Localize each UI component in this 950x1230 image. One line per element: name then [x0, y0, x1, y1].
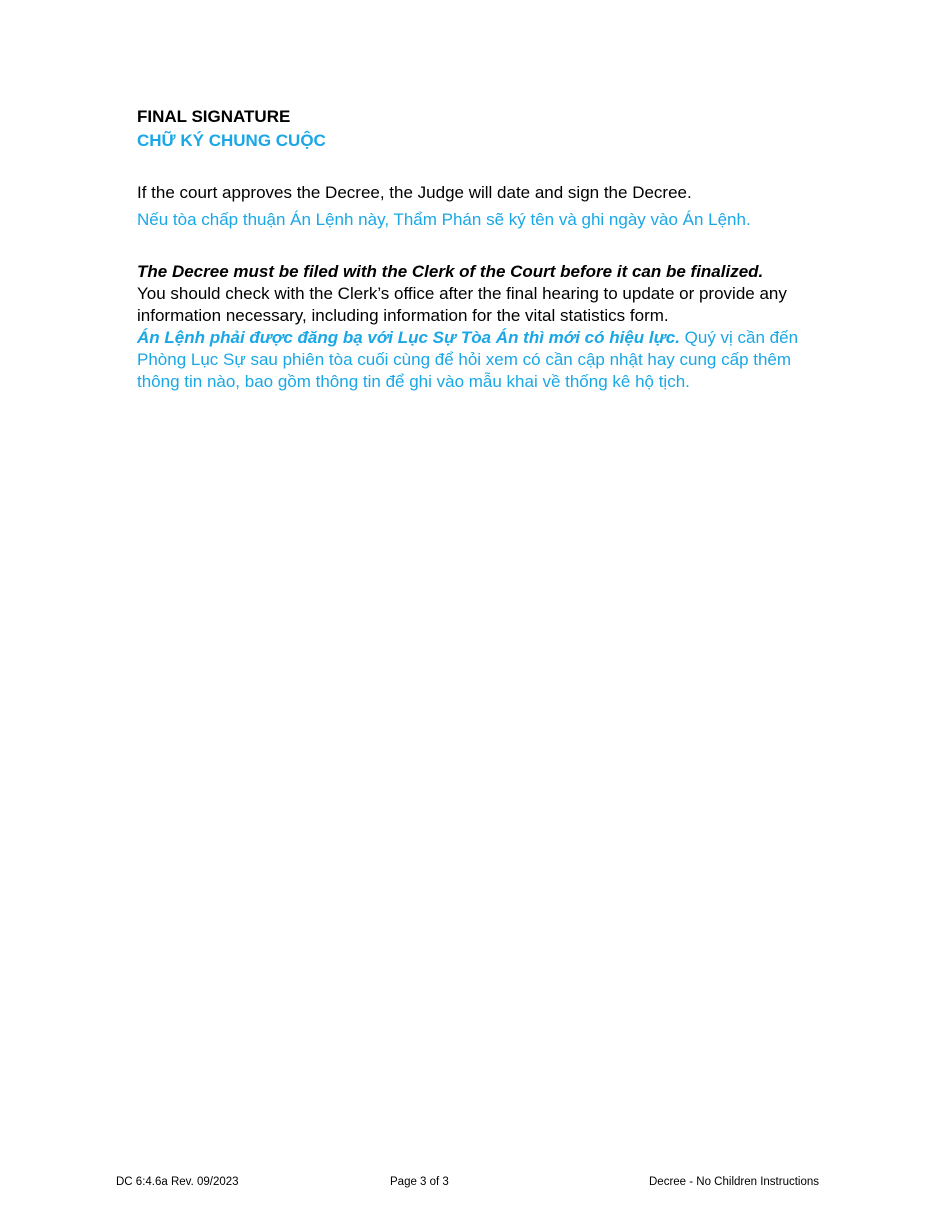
filing-emphasis-en: The Decree must be filed with the Clerk of the Court before it can be finalized.: [137, 262, 764, 281]
section-heading-vi: CHỮ KÝ CHUNG CUỘC: [137, 131, 326, 150]
approval-text-vi: Nếu tòa chấp thuận Án Lệnh này, Thẩm Phán sẽ ký tên và ghi ngày vào Án Lệnh.: [137, 210, 751, 229]
filing-paragraph-vi: [137, 327, 827, 393]
filing-emphasis-vi: Án Lệnh phải được đăng bạ với Lục Sự Tòa Án thì mới có hiệu lực.: [137, 328, 680, 347]
filing-section: [137, 261, 827, 393]
document-content: [137, 106, 827, 393]
filing-paragraph-en: [137, 261, 827, 327]
footer-page-number: Page 3 of 3: [390, 1176, 449, 1188]
filing-text-vi: Quý vị cần đến Phòng Lục Sự sau phiên tòa cuối cùng để hỏi xem có cần cập nhật hay cung cấp thêm thông tin nào, bao gồm thông tin để ghi vào mẫu khai về thống kê hộ tịch.: [137, 328, 799, 391]
filing-text-en: You should check with the Clerk’s office after the final hearing to update or provide any information necessary, including information for the vital statistics form.: [137, 284, 787, 325]
footer-doc-title: Decree - No Children Instructions: [649, 1176, 820, 1188]
approval-text-en: If the court approves the Decree, the Judge will date and sign the Decree.: [137, 183, 692, 202]
section-heading-en: FINAL SIGNATURE: [137, 107, 291, 126]
approval-section: [137, 182, 827, 231]
footer-form-id: DC 6:4.6a Rev. 09/2023: [116, 1176, 239, 1188]
